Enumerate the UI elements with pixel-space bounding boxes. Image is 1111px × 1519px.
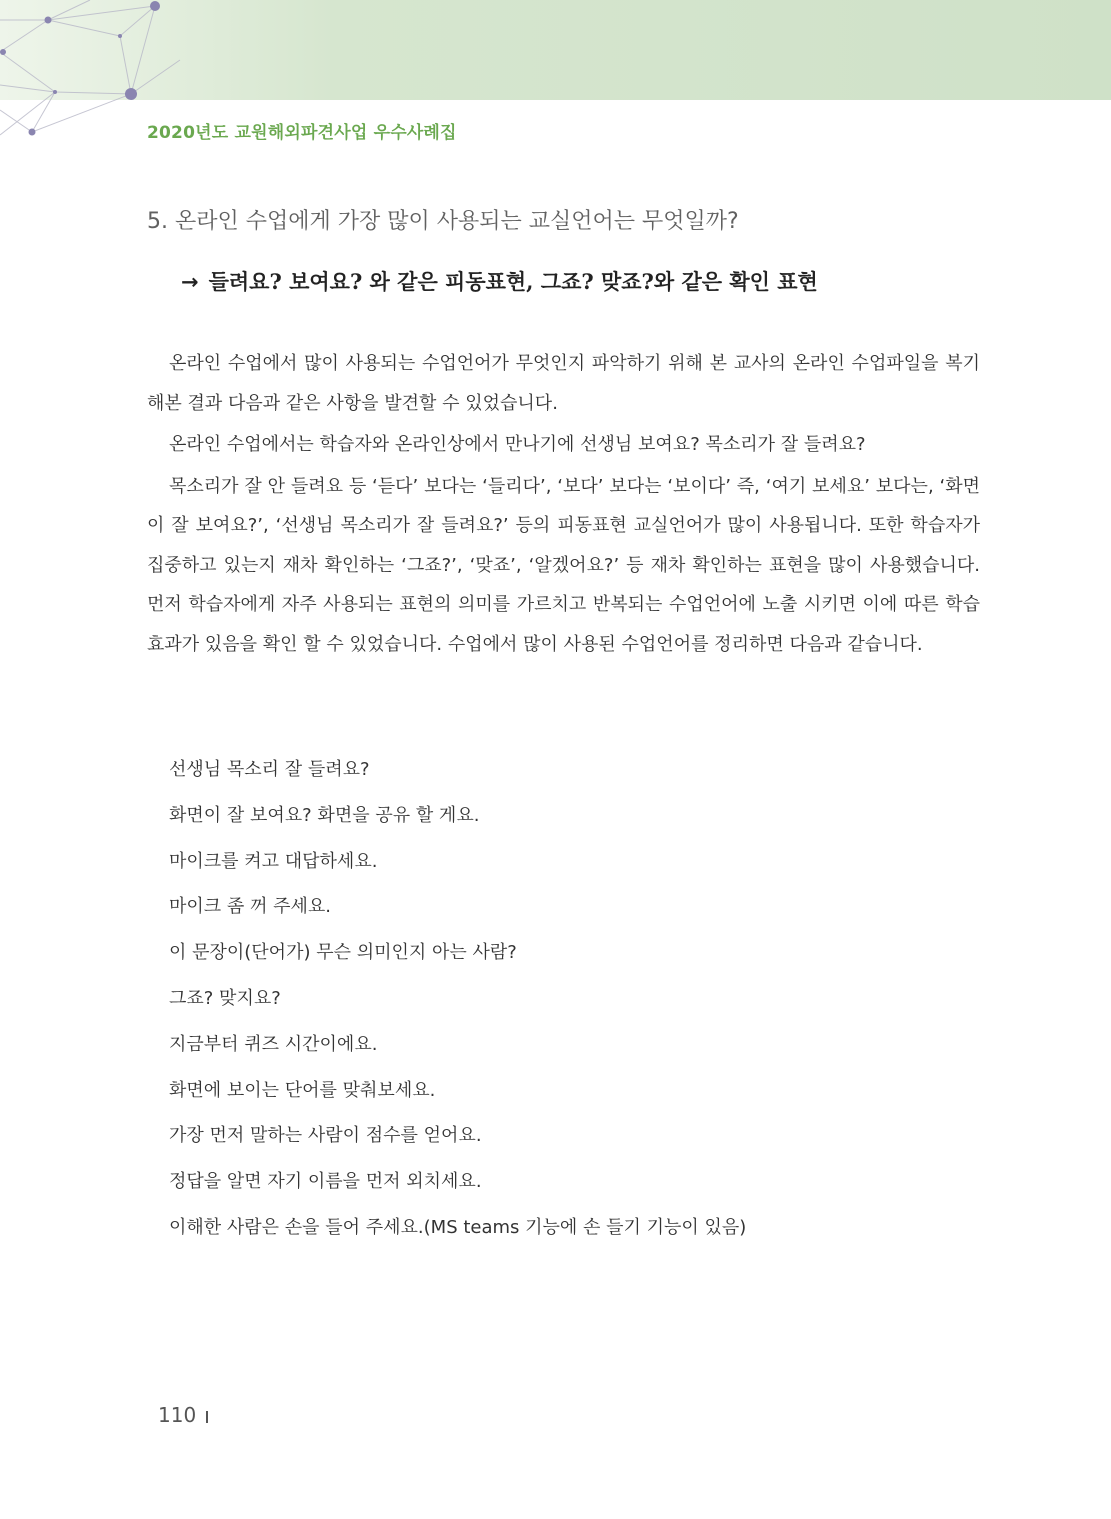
page-number <box>158 1403 208 1427</box>
arrow-right-icon: → <box>181 270 199 294</box>
paragraph: 온라인 수업에서 많이 사용되는 수업언어가 무엇인지 파악하기 위해 본 교사의 온라인 수업파일을 복기해본 결과 다음과 같은 사항을 발견할 수 있었습니다. <box>147 353 980 414</box>
page-number-text: 110 <box>158 1403 197 1427</box>
list-item: 이 문장이(단어가) 무슨 의미인지 아는 사람? <box>169 942 517 964</box>
paragraph: 목소리가 잘 안 들려요 등 ‘듣다’ 보다는 ‘들리다’, ‘보다’ 보다는 ‘보이다’ 즉, ‘여기 보세요’ 보다는, ‘화면이 잘 보여요?’, ‘선생님 목소리가 잘 들려요?’ 등의 피동표현 교실언어가 많이 사용됩니다. 또한 학습자가 집중하고 있는지 재차 확인하는 ‘그죠?’, ‘맞죠’, ‘알겠어요?’ 등 재차 확인하는 표현을 많이 사용했습니다. 먼저 학습자에게 자주 사용되는 표현의 의미를 가르치고 반복되는 수업언어에 노출 시키면 이에 따른 학습효과가 있음을 확인 할 수 있었습니다. 수업에서 많이 사용된 수업언어를 정리하면 다음과 같습니다. <box>147 475 980 655</box>
body-text <box>147 344 980 664</box>
section-subtitle-text: 들려요? 보여요? 와 같은 피동표현, 그죠? 맞죠?와 같은 확인 표현 <box>208 269 818 294</box>
section-title: 5. 온라인 수업에게 가장 많이 사용되는 교실언어는 무엇일까? <box>147 209 739 234</box>
list-item: 지금부터 퀴즈 시간이에요. <box>169 1033 378 1055</box>
list-item: 마이크 좀 꺼 주세요. <box>169 896 331 918</box>
section-subtitle <box>181 266 818 296</box>
list-item: 가장 먼저 말하는 사람이 점수를 얻어요. <box>169 1125 482 1147</box>
page-divider <box>206 1411 208 1423</box>
list-item: 이해한 사람은 손을 들어 주세요.(MS teams 기능에 손 들기 기능이 있음) <box>169 1216 747 1238</box>
list-item: 정답을 알면 자기 이름을 먼저 외치세요. <box>169 1171 482 1193</box>
running-header: 2020년도 교원해외파견사업 우수사례집 <box>147 123 457 143</box>
list-item: 마이크를 켜고 대답하세요. <box>169 850 378 872</box>
list-item: 화면에 보이는 단어를 맞춰보세요. <box>169 1079 436 1101</box>
list-item: 화면이 잘 보여요? 화면을 공유 할 게요. <box>169 804 480 826</box>
list-item: 그죠? 맞지요? <box>169 987 281 1009</box>
classroom-phrase-list <box>169 751 746 1255</box>
list-item: 선생님 목소리 잘 들려요? <box>169 759 370 780</box>
paragraph: 온라인 수업에서는 학습자와 온라인상에서 만나기에 선생님 보여요? 목소리가 잘 들려요? <box>169 434 866 455</box>
